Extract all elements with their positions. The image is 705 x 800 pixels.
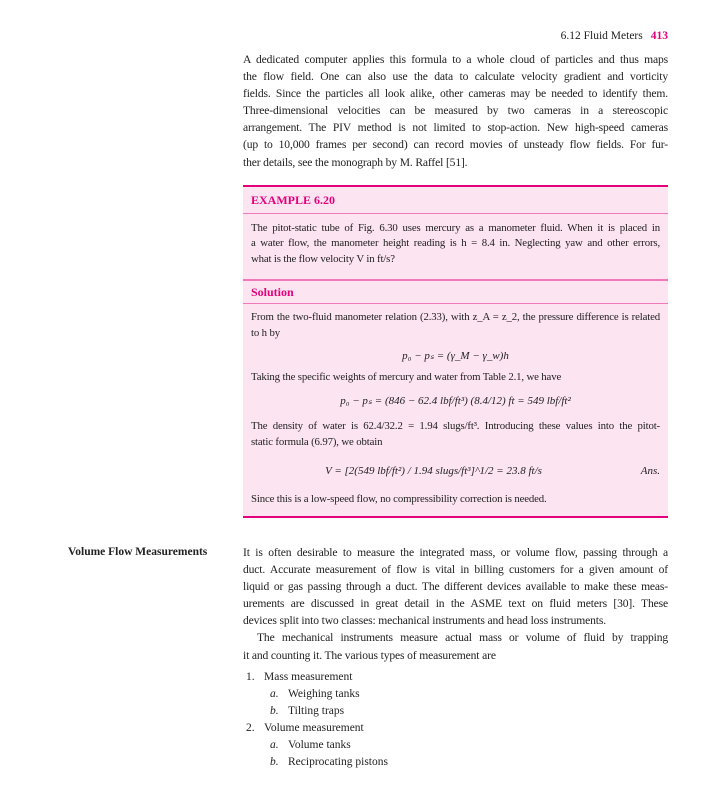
text-line: what is the flow velocity V in ft/s? — [251, 252, 395, 265]
text-line: Taking the specific weights of mercury and water from Table 2.1, we have — [251, 370, 562, 383]
section-header: 6.12 Fluid Meters — [560, 30, 643, 42]
text-line: liquid or gas passing through a duct. The different devices available to make these meas- — [243, 580, 668, 594]
text-line: to h by — [251, 327, 280, 340]
body-paragraph-2 — [243, 629, 668, 663]
text-line: The pitot-static tube of Fig. 6.30 uses mercury as a manometer fluid. When it is placed in — [251, 221, 660, 234]
text-line: it and counting it. The various types of measurement are — [243, 648, 496, 662]
text-line: The density of water is 62.4/32.2 = 1.94 slugs/ft³. Introducing these values into the pitot- — [251, 420, 660, 433]
solution-title: Solution — [243, 281, 668, 304]
list-subitem: b. Tilting traps — [270, 704, 345, 717]
text-line: Since this is a low-speed flow, no compressibility correction is needed. — [251, 493, 547, 506]
text-column — [68, 51, 668, 771]
answer-label: Ans. — [640, 465, 660, 478]
running-header — [561, 29, 668, 43]
page-number: 413 — [650, 30, 668, 42]
body-paragraph-1 — [243, 544, 668, 629]
text-line: From the two-fluid manometer relation (2.33), with z_A = z_2, the pressure difference is related — [251, 311, 660, 324]
text-line: A dedicated computer applies this formula to a whole cloud of particles and thus maps — [243, 53, 668, 66]
volume-flow-section — [68, 544, 668, 771]
text-line: devices split into two classes: mechanical instruments and head loss instruments. — [243, 614, 606, 628]
text-line: ther details, see the monograph by M. Raffel [51]. — [243, 155, 468, 169]
text-line: static formula (6.97), we obtain — [251, 435, 383, 448]
text-line: fields. Since the particles all look alike, other cameras may be needed to identify them. — [243, 87, 668, 101]
text-line: It is often desirable to measure the integrated mass, or volume flow, passing through a — [243, 546, 668, 559]
measurement-list — [243, 669, 668, 772]
text-line: the flow field. One can also use the data to calculate velocity gradient and vorticity — [243, 70, 668, 84]
text-line: arrangement. The PIV method is not limited to stop-action. New high-speed cameras — [243, 121, 668, 135]
text-line: Three-dimensional velocities can be measured by two cameras in a stereoscopic — [243, 104, 668, 118]
equation-1: p₀ − pₛ = (γ_M − γ_w)h — [402, 349, 509, 362]
text-line: (up to 10,000 frames per second) can record movies of unsteady flow fields. For fur- — [243, 138, 668, 152]
list-item: 2. Volume measurement — [246, 721, 364, 734]
equation-2: p₀ − pₛ = (846 − 62.4 lbf/ft³) (8.4/12) ft = 549 lbf/ft² — [340, 395, 571, 408]
text-line: duct. Accurate measurement of flow is vital in billing customers for a given amount of — [243, 563, 668, 577]
solution-body — [243, 304, 668, 508]
list-subitem: a. Weighing tanks — [270, 687, 360, 700]
equation-3: V = [2(549 lbf/ft²) / 1.94 slugs/ft³]^1/2 = 23.8 ft/s — [325, 465, 542, 478]
text-line: The mechanical instruments measure actual mass or volume of fluid by trapping — [257, 631, 668, 645]
equation-3-row — [251, 456, 660, 486]
intro-paragraph — [243, 51, 668, 171]
example-title: EXAMPLE 6.20 — [243, 187, 668, 214]
text-line: a water flow, the manometer height reading is h = 8.4 in. Neglecting yaw and other errors, — [251, 237, 660, 250]
text-line: urements are discussed in great detail in the ASME text on fluid meters [30]. These — [243, 597, 668, 611]
list-item: 1. Mass measurement — [246, 670, 353, 683]
section-title: Volume Flow Measurements — [68, 546, 208, 558]
example-box — [243, 185, 668, 518]
example-problem — [243, 214, 668, 282]
list-subitem: b. Reciprocating pistons — [270, 756, 388, 769]
list-subitem: a. Volume tanks — [270, 739, 351, 752]
